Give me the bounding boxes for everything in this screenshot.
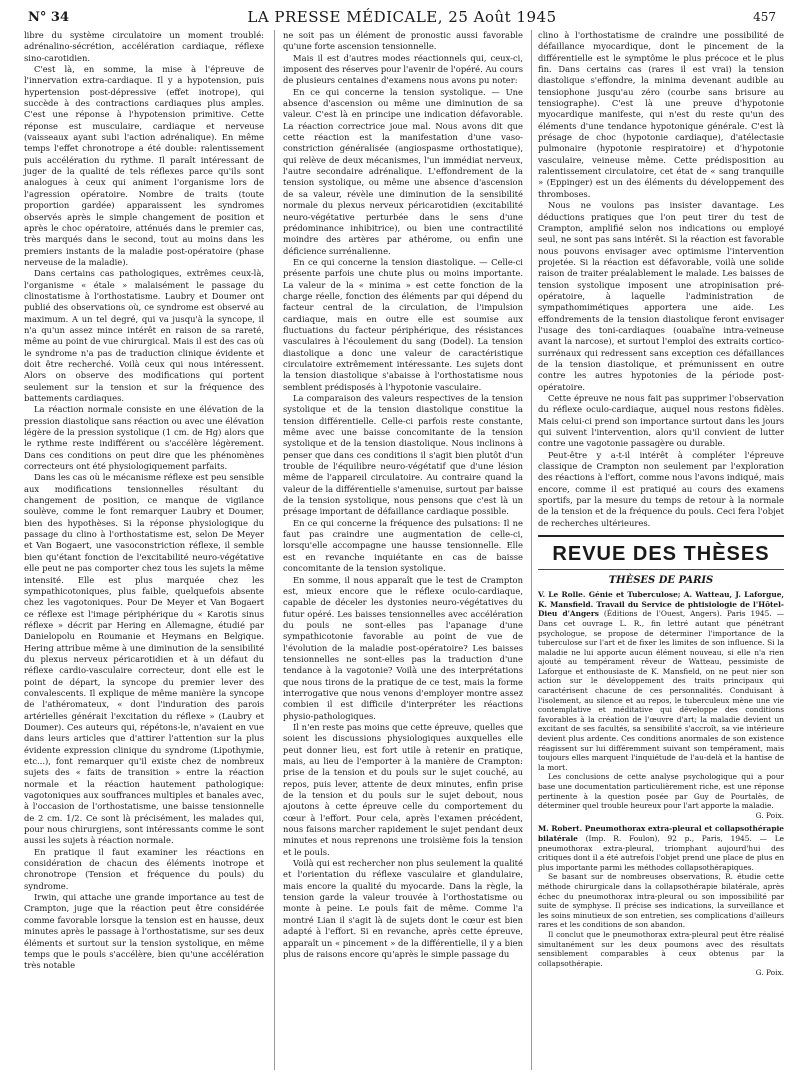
review-body: Se basant sur de nombreuses observations, R. étudie cette méthode chirurgicale dans la collapsothérapie bilatérale, après échec du pneumothorax intra-pleural ou son impossibilité par suite de symphyse. Il précise ses indications, la surveillance et les soins minutieux de son entretien, ses complications d'ailleurs rares et les conditions de son abandon. [538,872,784,930]
article-column-2 [283,30,523,960]
paragraph: En ce qui concerne la fréquence des pulsations: Il ne faut pas craindre une augmentation de celle-ci, lorsqu'elle accompagne une hausse tensionnelle. Elle est en revanche inquiétante en cas de baisse concomitante de la tension systolique. [283,517,523,574]
column-divider [274,30,275,1070]
section-rule [538,569,784,570]
page-number: N° 34 [28,10,69,25]
paragraph: clino à l'orthostatisme de craindre une possibilité de défaillance myocardique, dont le pincement de la différentielle est le symptôme le plus précoce et le plus fin. Dans certains cas (rares il est vrai) la tension diastolique s'effondre, la minima devenant audible au tensiophone jusqu'au zéro (courbe sans brisure au tensiographe). C'est là une preuve d'hypotonie myocardique manifeste, qui n'est du reste qu'un des éléments d'une tendance hypotonique générale. C'est là présage de choc (hypotonie cardiaque), d'atélectasie pulmonaire (hypotonie respiratoire) et d'hypotonie vasculaire, veineuse même. Cette prédisposition au ralentissement circulatoire, cet état de « sang tranquille » (Eppinger) est un des éléments du développement des thromboses. [538,30,784,199]
page-header [28,6,776,28]
review-body: Il conclut que le pneumothorax extra-pleural peut être réalisé simultanément sur les deux poumons avec des résultats sensiblement comparables à ceux obtenus par la collapsothérapie. [538,929,784,968]
article-column-3 [538,30,784,982]
paragraph: En pratique il faut examiner les réactions en considération de chacun des éléments inotrope et chronotrope (Tension et fréquence du pouls) du syndrome. [24,846,264,891]
review-body: Les conclusions de cette analyse psychologique qui a pour base une documentation particulièrement riche, est une réponse pertinente à la question posée par Guy de Pourtalès, de déterminer quel trouble heureux pour l'art apporte la maladie. [538,772,784,811]
review-heading: M. Robert. Pneumothorax extra-pleural et collapsothérapie bilatérale [538,824,784,843]
paragraph: En ce qui concerne la tension diastolique. — Celle-ci présente parfois une chute plus ou moins importante. La valeur de la « minima » est cette fonction de la charge réelle, fonction des éléments par qui dépend du facteur central de la circulation, de l'impulsion cardiaque, mais en outre elle est soumise aux fluctuations du facteur périphérique, des résistances vasculaires à l'écoulement du sang (Dodel). La tension diastolique a donc une valeur de caractéristique circulatoire extrêmement intéressante. Les sujets dont la tension diastolique s'abaisse à l'orthostatisme nous semblent prédisposés à l'hypotonie vasculaire. [283,256,523,392]
paragraph: Il n'en reste pas moins que cette épreuve, quelles que soient les discussions physiologiques auxquelles elle peut donner lieu, est fort utile à retenir en pratique, mais, au lieu de l'emporter à la manière de Crampton: prise de la tension et du pouls sur le sujet couché, au repos, puis lever, attente de deux minutes, enfin prise de la tension et du pouls sur le sujet debout, nous ajoutons à cette épreuve celle du comportement du cœur à l'effort. Pour cela, après l'examen précédent, nous faisons marcher rapidement le sujet pendant deux minutes et nous reprenons une troisième fois la tension et le pouls. [283,721,523,857]
article-column-1 [24,30,264,972]
section-title: REVUE DES THÈSES [552,543,770,566]
journal-title: LA PRESSE MÉDICALE, 25 Août 1945 [247,8,557,26]
paragraph: En ce qui concerne la tension systolique. — Une absence d'ascension ou même une diminution de sa valeur. C'est là en principe une indication défavorable. La réaction correctrice joue mal. Nous avons dit que cette réaction est la manifestation d'une vaso-constriction généralisée (angiospasme orthostatique), qui relève de deux mécanismes, l'un immédiat nerveux, l'autre secondaire adrénalique. L'effondrement de la tension systolique, ou même une absence d'ascension de sa valeur, révèle une diminution de la sensibilité normale du plexus nerveux péricarotidien (excitabilité neuro-végétative perturbée dans le sens d'une prédominance inhibitrice), ou bien une contractilité moindre des artères par athérome, ou enfin une déficience surrénalienne. [283,86,523,256]
review-body: (Éditions de l'Ouest, Angers). Paris 1945. — Dans cet ouvrage L. R., fin lettré autant que pénétrant psychologue, se propose de déterminer l'importance de la tuberculose sur l'art et de fixer les limites de son influence. Si la maladie ne lui apporte aucun élément nouveau, si elle n'a rien ajouté au tempérament rêveur de Watteau, pessimiste de Laforgue et enthousiaste de K. Mansfield, on ne peut nier son action sur le développement des traits principaux qui caractérisent chacune de ces personnalités. Conduisant à l'isolement, au silence et au repos, le tuberculeux mène une vie contemplative et méditative qui développe des conditions favorables à la création de l'œuvre d'art; la maladie devient un excitant de ses facultés, sa sensibilité s'accroît, sa vie intérieure devient plus ardente. Ces conditions anormales de son existence réagissent sur lui différemment suivant son tempérament, mais toujours elles marquent l'inquiétude de l'au-delà et la hantise de la mort. [538,609,785,772]
paragraph: libre du système circulatoire un moment troublé: adrénalino-sécrétion, accélération cardiaque, réflexe sino-carotidien. [24,30,264,63]
paragraph: Cette épreuve ne nous fait pas supprimer l'observation du réflexe oculo-cardiaque, auquel nous restons fidèles. Mais celui-ci prend son importance surtout dans les jours qui suivent l'intervention, alors qu'il convient de lutter contre une vagotonie passagère ou durable. [538,393,784,449]
review-signature: G. Poix. [755,968,784,978]
paragraph: C'est là, en somme, la mise à l'épreuve de l'innervation extra-cardiaque. Il y a hypotension, puis hypertension post-dépressive (effet inotrope), qui succède à des contractions cardiaques plus amples. C'est une réponse à l'hypotension primitive. Cette réponse est musculaire, cardiaque et nerveuse (vaisseaux ayant subi l'action adrénalique). En même temps l'effet chronotrope a été double: ralentissement puis accélération du rythme. Il paraît intéressant de juger de la qualité de tels réflexes parce qu'ils sont analogues à ceux qui animent l'organisme lors de l'agression opératoire. Nombre de traits (toute proportion gardée) apparaissent les syndromes observés après le simple changement de position et après le choc opératoire, atténués dans le premier cas, très marqués dans le second, tout au moins dans les premiers instants de la maladie post-opératoire (phase nerveuse de la maladie). [24,64,264,267]
review-heading: V. Le Rolle. Génie et Tuberculose; A. Watteau, J. Laforgue, K. Mansfield. Travail du Service de phtisiologie de l'Hôtel-Dieu d'Angers [538,590,784,619]
page-folio: 457 [753,10,776,24]
paragraph: Peut-être y a-t-il intérêt à compléter l'épreuve classique de Crampton non seulement par l'exploration des réactions à l'effort, comme nous l'avons indiqué, mais encore, comme il est pratiqué au cours des examens sportifs, par la mesure du temps de retour à la normale de la tension et de la fréquence du pouls. Ceci fera l'objet de recherches ultérieures. [538,449,784,528]
paragraph: Voilà qui est rechercher non plus seulement la qualité et l'orientation du réflexe vasculaire et glandulaire, mais encore la qualité du myocarde. Dans la règle, la tension garde la valeur trouvée à l'orthostatisme ou monte à peine. Le pouls fait de même. Comme l'a montré Lian il s'agit là de sujets dont le cœur est bien adapté à l'effort. Si en revanche, après cette épreuve, apparaît un « pincement » de la différentielle, il y a bien plus de raisons encore qu'après le simple passage du [283,858,523,959]
paragraph: La comparaison des valeurs respectives de la tension systolique et de la tension diastolique constitue la tension différentielle. Celle-ci parfois reste constante, même avec une baisse concomitante de la tension systolique et de la tension diastolique. Nous inclinons à penser que dans ces conditions il s'agit bien plutôt d'un trouble de l'équilibre neuro-végétatif que d'une lésion même de l'appareil circulatoire. Au contraire quand la valeur de la différentielle s'amenuise, surtout par baisse de la tension systolique, nous pensons que c'est là un présage important de défaillance cardiaque possible. [283,393,523,517]
paragraph: Nous ne voulons pas insister davantage. Les déductions pratiques que l'on peut tirer du test de Crampton, amplifié selon nos indications ou employé seul, ne sont pas sans intérêt. Si la réaction est favorable nous pouvons envisager avec optimisme l'intervention projetée. Si la réaction est défavorable, voilà une solide raison de traiter préalablement le malade. Les baisses de tension systolique imposent une atropinisation pré-opératoire, à laquelle l'administration de sympathomimétiques apportera une aide. Les effondrements de la tension diastolique feront envisager l'usage des toni-cardiaques (ouabaïne intra-veineuse avant la narcose), et surtout l'emploi des extraits cortico-surrénaux qui redressent sans exception ces défaillances de la tension diastolique, et prémunissent en outre contre les autres hypotonies de la période post-opératoire. [538,200,784,392]
paragraph: Irwin, qui attache une grande importance au test de Crampton, juge que la réaction peut être considérée comme favorable lorsque la tension est en hausse, deux minutes après le passage à l'orthostatisme, sur ses deux éléments et surtout sur la tension systolique, en même temps que le pouls s'accélère, bien qu'une accélération très notable [24,892,264,971]
paragraph: Dans certains cas pathologiques, extrêmes ceux-là, l'organisme « étale » malaisément le passage du clinostatisme à l'orthostatisme. Laubry et Doumer ont publié des observations où, ce syndrome est observé au maximum. A un tel degré, qui va jusqu'à la syncope, il n'a qu'un assez mince intérêt en raison de sa rareté, même au point de vue chirurgical. Mais il est des cas où le syndrome n'a pas de traduction clinique évidente et doit être recherché. Voilà ceux qui nous intéressent. Alors on observe des modifications qui portent seulement sur la tension et sur la fréquence des battements cardiaques. [24,268,264,403]
review-signature: G. Poix. [755,810,784,820]
paragraph: Mais il est d'autres modes réactionnels qui, ceux-ci, imposent des réserves pour l'avenir de l'opéré. Au cours de plusieurs centaines d'examens nous avons pu noter: [283,52,523,86]
column-divider [531,30,532,1070]
paragraph: La réaction normale consiste en une élévation de la pression diastolique sans réaction ou avec une élévation légère de la pression systolique (1 cm. de Hg) alors que le rythme reste indifférent ou s'accélère légèrement. Dans ces conditions on peut dire que les phénomènes correcteurs ont été physiologiquement parfaits. [24,404,264,472]
paragraph: Dans les cas où le mécanisme réflexe est peu sensible aux modifications tensionnelles résultant du changement de position, ce manque de vigilance soulève, comme le font remarquer Laubry et Doumer, bien des hypothèses. Si la réponse physiologique du passage du clino à l'orthostatisme est, selon De Meyer et Van Bogaert, une vasoconstriction réflexe, il semble bien qu'étant fonction de l'excitabilité neuro-végétative elle peut ne pas comporter chez tous les sujets la même intensité. Elle est plus marquée chez les sympathicotoniques, plus faible, quelquefois absente chez les vagotoniques. Pour De Meyer et Van Bogaert ce réflexe est l'image périphérique du « Karotis sinus réflexe » décrit par Hering en Allemagne, étudié par Danielopolu en Roumanie et Heymans en Belgique. Hering attribue même à une diminution de la sensibilité du plexus nerveux péricarotidien et à un défaut du réflexe cardio-vasculaire correcteur, dont elle est le point de départ, la syncope du premier lever des convalescents. Il explique de même manière la syncope de l'athéromateux, « dont l'induration des parois artérielles générait l'excitation du réflexe » (Laubry et Doumer). Ces auteurs qui, répétons-le, n'avaient en vue dans leurs articles que d'attirer l'attention sur la plus évidente expression clinique du syndrome (Lipothymie, etc...), font remarquer qu'il existe chez de nombreux sujets des « faits de transition » entre la réaction normale et la réaction hautement pathologique: vagotoniques aux souffrances multiples et banales avec, à l'occasion de l'orthostatisme, une baisse tensionnelle de 2 cm. 1/2. Ce sont là précisément, les malades qui, pour nous chirurgiens, sont intéressants comme le sont aussi les sujets à réaction normale. [24,472,264,846]
thesis-review [538,824,784,978]
thesis-review [538,590,784,820]
review-body: (Imp. R. Foulon), 92 p., Paris, 1945. — Le pneumothorax extra-pleural, triomphant aujourd'hui des critiques dont il a été autrefois l'objet prend une place de plus en plus importante parmi les méthodes collapsothérapiques. [538,833,784,872]
section-subtitle: THÈSES DE PARIS [608,575,714,587]
paragraph: En somme, il nous apparaît que le test de Crampton est, mieux encore que le réflexe oculo-cardiaque, capable de déceler les dystonies neuro-végétatives du futur opéré. Les baisses tensionnelles avec accélération du pouls ne sont-elles pas l'apanage d'une sympathicotonie favorable au point de vue de l'évolution de la maladie post-opératoire? Les baisses tensionnelles ne sont-elles pas la traduction d'une tendance à la vagotonie? Voilà une des interprétations que nous tirons de la pratique de ce test, mais la forme interrogative que nous venons d'employer montre assez combien il est difficile d'interpréter les réactions physio-pathologiques. [283,574,523,721]
section-rule [538,535,784,537]
paragraph: ne soit pas un élément de pronostic aussi favorable qu'une forte ascension tensionnelle. [283,30,523,52]
